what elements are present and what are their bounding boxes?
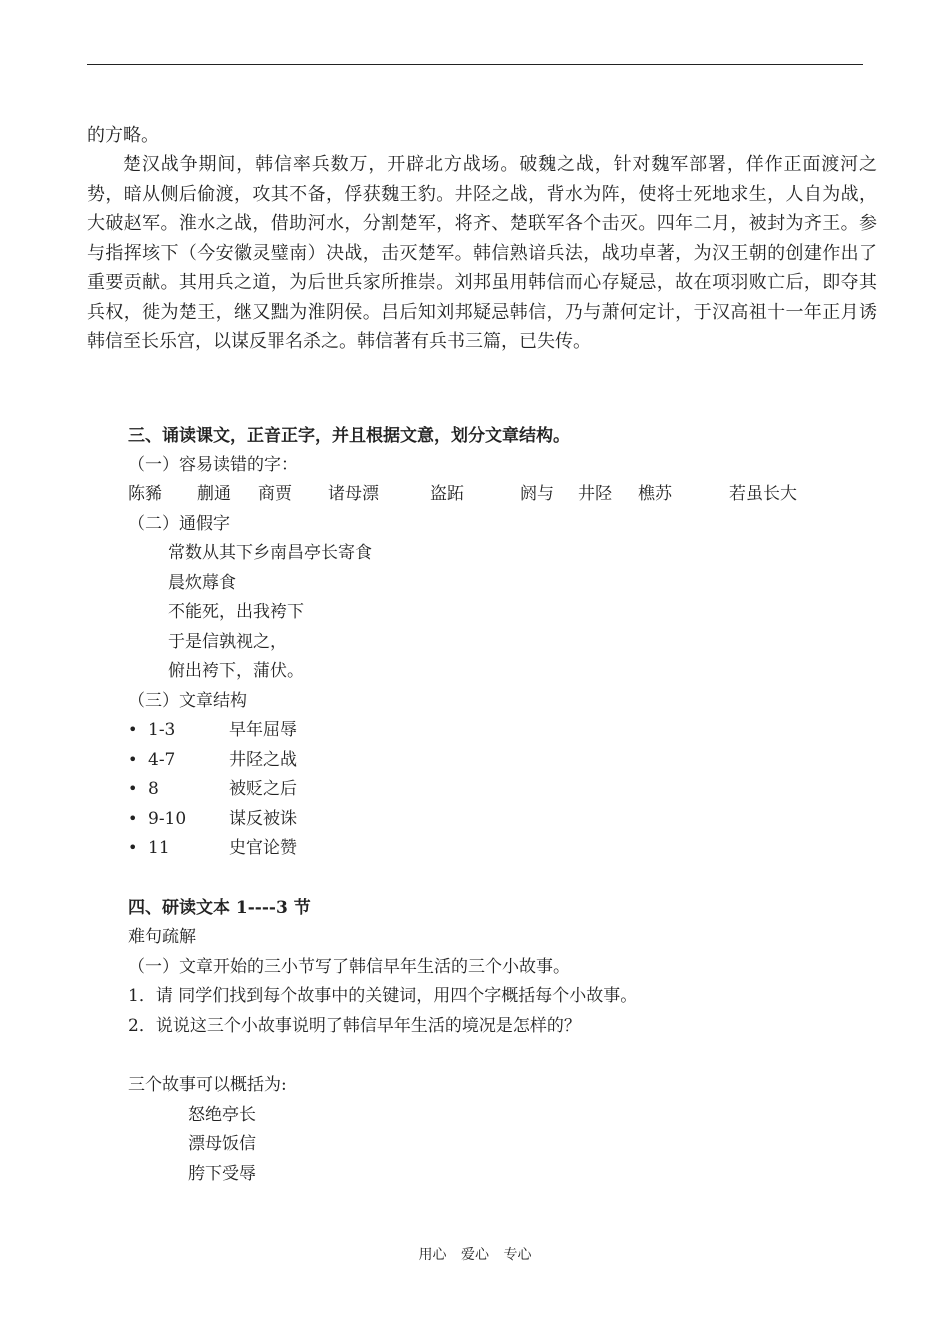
misread-word: 井陉	[578, 484, 612, 504]
structure-title: 谋反被诛	[229, 809, 297, 829]
story-summary: 怒绝亭长	[188, 1105, 256, 1125]
tongjia-label: （二）通假字	[128, 514, 230, 534]
tongjia-item: 不能死，出我袴下	[168, 602, 304, 622]
footer-word: 爱心	[461, 1247, 489, 1263]
biography-paragraph: 楚汉战争期间，韩信率兵数万，开辟北方战场。破魏之战，针对魏军部署，佯作正面渡河之势，暗从侧后偷渡，攻其不备，俘获魏王豹。井陉之战，背水为阵，使将士死地求生，人自为战，大破赵军。淮水之战，借助河水，分割楚军，将齐、楚联军各个击灭。四年二月，被封为齐王。参与指挥垓下（今安徽灵璧南）决战，击灭楚军。韩信熟谙兵法，战功卓著，为汉王朝的创建作出了重要贡献。其用兵之道，为后世兵家所推崇。刘邦虽用韩信而心存疑忌，故在项羽败亡后，即夺其兵权，徙为楚王，继又黜为淮阴侯。吕后知刘邦疑忌韩信，乃与萧何定计，于汉高祖十一年正月诱韩信至长乐宫，以谋反罪名杀之。韩信著有兵书三篇，已失传。	[87, 154, 877, 352]
bullet-icon: •	[128, 779, 138, 798]
misread-word: 陈豨	[128, 484, 162, 504]
story-summary: 漂母饭信	[188, 1134, 256, 1154]
misread-word: 诸母漂	[328, 484, 379, 504]
page-footer	[0, 1245, 950, 1265]
structure-title: 史官论赞	[229, 838, 297, 858]
structure-label: （三）文章结构	[128, 691, 247, 711]
story-summary: 胯下受辱	[188, 1164, 256, 1184]
question-line: 1．请 同学们找到每个故事中的关键词，用四个字概括每个小故事。	[128, 986, 638, 1006]
tongjia-item: 俯出袴下，蒲伏。	[168, 661, 304, 681]
bullet-icon: •	[128, 720, 138, 739]
footer-word: 专心	[503, 1247, 532, 1263]
header-rule	[87, 64, 863, 65]
structure-title: 早年屈辱	[229, 720, 297, 740]
structure-range: 1-3	[148, 720, 176, 740]
bullet-icon: •	[128, 750, 138, 769]
structure-range: 11	[148, 838, 170, 858]
question-line: 2．说说这三个小故事说明了韩信早年生活的境况是怎样的？	[128, 1016, 581, 1036]
bullet-icon: •	[128, 809, 138, 828]
summary-label: 三个故事可以概括为:	[128, 1075, 287, 1095]
structure-title: 被贬之后	[229, 779, 297, 799]
structure-title: 井陉之战	[229, 750, 297, 770]
misread-word: 商贾	[258, 484, 292, 504]
misread-word: 樵苏	[638, 484, 672, 504]
tongjia-item: 晨炊蓐食	[168, 573, 236, 593]
footer-word: 用心	[418, 1247, 447, 1263]
section3-heading: 三、诵读课文，正音正字，并且根据文意，划分文章结构。	[128, 426, 570, 446]
misread-word: 蒯通	[197, 484, 231, 504]
question-line: （一）文章开始的三小节写了韩信早年生活的三个小故事。	[128, 957, 570, 977]
structure-range: 8	[148, 779, 159, 799]
tongjia-item: 于是信孰视之，	[168, 632, 287, 652]
misread-word: 若虽长大	[729, 484, 797, 504]
misread-word: 阏与	[520, 484, 554, 504]
section4-subheading: 难句疏解	[128, 927, 196, 947]
section4-heading: 四、研读文本 1----3 节	[128, 898, 311, 918]
bullet-icon: •	[128, 838, 138, 857]
structure-range: 4-7	[148, 750, 176, 770]
misread-words-label: （一）容易读错的字：	[128, 455, 298, 475]
tongjia-item: 常数从其下乡南昌亭长寄食	[168, 543, 372, 563]
biography-tail-line: 的方略。	[87, 125, 159, 146]
misread-word: 盗跖	[430, 484, 464, 504]
structure-range: 9-10	[148, 809, 187, 829]
